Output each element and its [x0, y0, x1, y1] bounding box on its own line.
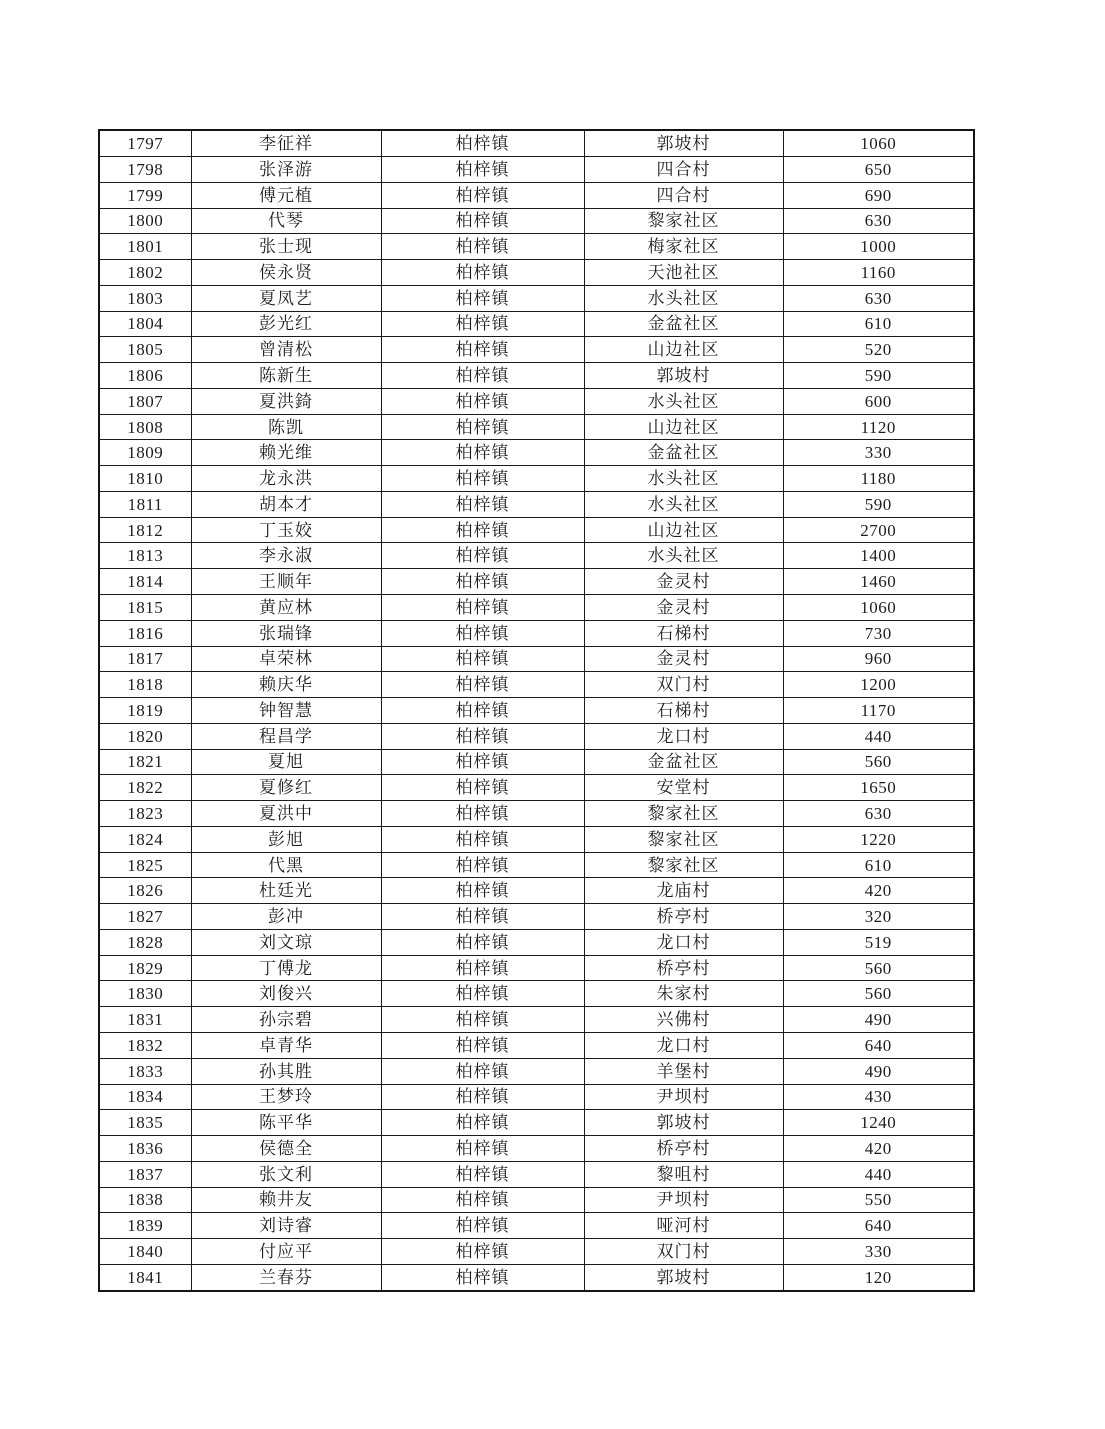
amount-cell: 550: [783, 1187, 974, 1213]
person-name-cell: 王顺年: [191, 569, 381, 595]
village-cell: 哑河村: [584, 1213, 783, 1239]
table-row: [99, 646, 974, 672]
town-cell: 柏梓镇: [381, 1110, 584, 1136]
town-cell: 柏梓镇: [381, 440, 584, 466]
row-number-cell: 1835: [99, 1110, 191, 1136]
village-cell: 金盆社区: [584, 749, 783, 775]
village-cell: 金灵村: [584, 646, 783, 672]
row-number-cell: 1829: [99, 955, 191, 981]
table-row: [99, 130, 974, 156]
table-row: [99, 852, 974, 878]
row-number-cell: 1802: [99, 260, 191, 286]
village-cell: 山边社区: [584, 517, 783, 543]
village-cell: 双门村: [584, 672, 783, 698]
table-row: [99, 1033, 974, 1059]
row-number-cell: 1830: [99, 981, 191, 1007]
table-row: [99, 878, 974, 904]
row-number-cell: 1799: [99, 182, 191, 208]
row-number-cell: 1808: [99, 414, 191, 440]
amount-cell: 490: [783, 1058, 974, 1084]
amount-cell: 1000: [783, 234, 974, 260]
row-number-cell: 1811: [99, 491, 191, 517]
village-cell: 金盆社区: [584, 311, 783, 337]
table-row: [99, 672, 974, 698]
amount-cell: 1240: [783, 1110, 974, 1136]
row-number-cell: 1820: [99, 723, 191, 749]
town-cell: 柏梓镇: [381, 1264, 584, 1291]
town-cell: 柏梓镇: [381, 646, 584, 672]
village-cell: 石梯村: [584, 620, 783, 646]
village-cell: 郭坡村: [584, 130, 783, 156]
row-number-cell: 1814: [99, 569, 191, 595]
row-number-cell: 1818: [99, 672, 191, 698]
village-cell: 双门村: [584, 1239, 783, 1265]
town-cell: 柏梓镇: [381, 337, 584, 363]
village-cell: 桥亭村: [584, 1136, 783, 1162]
amount-cell: 2700: [783, 517, 974, 543]
village-cell: 桥亭村: [584, 955, 783, 981]
village-cell: 金灵村: [584, 594, 783, 620]
village-cell: 金盆社区: [584, 440, 783, 466]
amount-cell: 490: [783, 1007, 974, 1033]
village-cell: 黎家社区: [584, 852, 783, 878]
row-number-cell: 1823: [99, 801, 191, 827]
town-cell: 柏梓镇: [381, 981, 584, 1007]
row-number-cell: 1838: [99, 1187, 191, 1213]
table-row: [99, 749, 974, 775]
table-row: [99, 1264, 974, 1291]
amount-cell: 630: [783, 285, 974, 311]
row-number-cell: 1810: [99, 466, 191, 492]
row-number-cell: 1840: [99, 1239, 191, 1265]
table-row: [99, 234, 974, 260]
village-cell: 郭坡村: [584, 363, 783, 389]
row-number-cell: 1801: [99, 234, 191, 260]
amount-cell: 1400: [783, 543, 974, 569]
town-cell: 柏梓镇: [381, 826, 584, 852]
town-cell: 柏梓镇: [381, 414, 584, 440]
row-number-cell: 1839: [99, 1213, 191, 1239]
village-cell: 兴佛村: [584, 1007, 783, 1033]
amount-cell: 1120: [783, 414, 974, 440]
village-cell: 尹坝村: [584, 1084, 783, 1110]
table-row: [99, 466, 974, 492]
person-name-cell: 彭冲: [191, 904, 381, 930]
town-cell: 柏梓镇: [381, 878, 584, 904]
row-number-cell: 1827: [99, 904, 191, 930]
town-cell: 柏梓镇: [381, 388, 584, 414]
amount-cell: 519: [783, 929, 974, 955]
village-cell: 郭坡村: [584, 1264, 783, 1291]
amount-cell: 1060: [783, 594, 974, 620]
town-cell: 柏梓镇: [381, 285, 584, 311]
row-number-cell: 1804: [99, 311, 191, 337]
amount-cell: 440: [783, 723, 974, 749]
person-name-cell: 丁傅龙: [191, 955, 381, 981]
town-cell: 柏梓镇: [381, 466, 584, 492]
village-cell: 山边社区: [584, 337, 783, 363]
table-row: [99, 285, 974, 311]
table-row: [99, 1239, 974, 1265]
village-cell: 梅家社区: [584, 234, 783, 260]
person-name-cell: 赖光维: [191, 440, 381, 466]
row-number-cell: 1824: [99, 826, 191, 852]
row-number-cell: 1822: [99, 775, 191, 801]
amount-cell: 420: [783, 1136, 974, 1162]
table-row: [99, 388, 974, 414]
amount-cell: 630: [783, 801, 974, 827]
person-name-cell: 赖井友: [191, 1187, 381, 1213]
town-cell: 柏梓镇: [381, 260, 584, 286]
row-number-cell: 1833: [99, 1058, 191, 1084]
town-cell: 柏梓镇: [381, 1187, 584, 1213]
table-row: [99, 311, 974, 337]
town-cell: 柏梓镇: [381, 775, 584, 801]
town-cell: 柏梓镇: [381, 723, 584, 749]
amount-cell: 1460: [783, 569, 974, 595]
town-cell: 柏梓镇: [381, 569, 584, 595]
row-number-cell: 1809: [99, 440, 191, 466]
amount-cell: 640: [783, 1213, 974, 1239]
town-cell: 柏梓镇: [381, 130, 584, 156]
row-number-cell: 1813: [99, 543, 191, 569]
amount-cell: 120: [783, 1264, 974, 1291]
table-row: [99, 543, 974, 569]
amount-cell: 590: [783, 491, 974, 517]
town-cell: 柏梓镇: [381, 1213, 584, 1239]
amount-cell: 730: [783, 620, 974, 646]
amount-cell: 560: [783, 981, 974, 1007]
amount-cell: 330: [783, 440, 974, 466]
person-name-cell: 杜廷光: [191, 878, 381, 904]
town-cell: 柏梓镇: [381, 363, 584, 389]
amount-cell: 600: [783, 388, 974, 414]
table-row: [99, 1084, 974, 1110]
row-number-cell: 1825: [99, 852, 191, 878]
row-number-cell: 1834: [99, 1084, 191, 1110]
amount-cell: 560: [783, 955, 974, 981]
row-number-cell: 1803: [99, 285, 191, 311]
table-row: [99, 208, 974, 234]
person-name-cell: 彭光红: [191, 311, 381, 337]
table-row: [99, 337, 974, 363]
amount-cell: 590: [783, 363, 974, 389]
row-number-cell: 1819: [99, 698, 191, 724]
row-number-cell: 1817: [99, 646, 191, 672]
amount-cell: 640: [783, 1033, 974, 1059]
person-name-cell: 李征祥: [191, 130, 381, 156]
row-number-cell: 1826: [99, 878, 191, 904]
person-name-cell: 胡本才: [191, 491, 381, 517]
row-number-cell: 1841: [99, 1264, 191, 1291]
amount-cell: 630: [783, 208, 974, 234]
person-name-cell: 侯永贤: [191, 260, 381, 286]
village-cell: 黎家社区: [584, 826, 783, 852]
table-row: [99, 517, 974, 543]
town-cell: 柏梓镇: [381, 491, 584, 517]
town-cell: 柏梓镇: [381, 1084, 584, 1110]
person-name-cell: 陈平华: [191, 1110, 381, 1136]
village-cell: 石梯村: [584, 698, 783, 724]
person-name-cell: 王梦玲: [191, 1084, 381, 1110]
person-name-cell: 陈新生: [191, 363, 381, 389]
amount-cell: 520: [783, 337, 974, 363]
table-row: [99, 182, 974, 208]
village-cell: 龙庙村: [584, 878, 783, 904]
village-cell: 金灵村: [584, 569, 783, 595]
person-name-cell: 卓荣林: [191, 646, 381, 672]
row-number-cell: 1837: [99, 1161, 191, 1187]
village-cell: 朱家村: [584, 981, 783, 1007]
village-cell: 黎家社区: [584, 208, 783, 234]
row-number-cell: 1797: [99, 130, 191, 156]
village-cell: 水头社区: [584, 491, 783, 517]
person-name-cell: 夏洪錡: [191, 388, 381, 414]
amount-cell: 1060: [783, 130, 974, 156]
table-row: [99, 955, 974, 981]
person-name-cell: 刘文琼: [191, 929, 381, 955]
town-cell: 柏梓镇: [381, 1161, 584, 1187]
table-row: [99, 620, 974, 646]
village-cell: 水头社区: [584, 543, 783, 569]
amount-cell: 1200: [783, 672, 974, 698]
village-cell: 羊堡村: [584, 1058, 783, 1084]
person-name-cell: 陈凯: [191, 414, 381, 440]
table-row: [99, 698, 974, 724]
table-row: [99, 414, 974, 440]
person-name-cell: 夏旭: [191, 749, 381, 775]
person-name-cell: 程昌学: [191, 723, 381, 749]
village-cell: 龙口村: [584, 1033, 783, 1059]
person-name-cell: 夏凤艺: [191, 285, 381, 311]
person-name-cell: 彭旭: [191, 826, 381, 852]
village-cell: 郭坡村: [584, 1110, 783, 1136]
person-name-cell: 孙其胜: [191, 1058, 381, 1084]
row-number-cell: 1806: [99, 363, 191, 389]
village-cell: 尹坝村: [584, 1187, 783, 1213]
table-row: [99, 440, 974, 466]
table-row: [99, 801, 974, 827]
row-number-cell: 1812: [99, 517, 191, 543]
person-name-cell: 夏修红: [191, 775, 381, 801]
town-cell: 柏梓镇: [381, 801, 584, 827]
table-row: [99, 1110, 974, 1136]
table-row: [99, 1058, 974, 1084]
records-table: [98, 129, 975, 1292]
person-name-cell: 丁玉姣: [191, 517, 381, 543]
table-row: [99, 1136, 974, 1162]
amount-cell: 430: [783, 1084, 974, 1110]
table-row: [99, 1213, 974, 1239]
table-row: [99, 1187, 974, 1213]
table-row: [99, 491, 974, 517]
amount-cell: 1220: [783, 826, 974, 852]
person-name-cell: 卓青华: [191, 1033, 381, 1059]
row-number-cell: 1832: [99, 1033, 191, 1059]
village-cell: 水头社区: [584, 285, 783, 311]
amount-cell: 960: [783, 646, 974, 672]
town-cell: 柏梓镇: [381, 1136, 584, 1162]
amount-cell: 650: [783, 156, 974, 182]
village-cell: 安堂村: [584, 775, 783, 801]
person-name-cell: 夏洪中: [191, 801, 381, 827]
town-cell: 柏梓镇: [381, 594, 584, 620]
person-name-cell: 傅元植: [191, 182, 381, 208]
row-number-cell: 1828: [99, 929, 191, 955]
town-cell: 柏梓镇: [381, 955, 584, 981]
table-row: [99, 981, 974, 1007]
village-cell: 桥亭村: [584, 904, 783, 930]
table-row: [99, 260, 974, 286]
row-number-cell: 1831: [99, 1007, 191, 1033]
row-number-cell: 1805: [99, 337, 191, 363]
amount-cell: 1180: [783, 466, 974, 492]
table-row: [99, 363, 974, 389]
person-name-cell: 黄应林: [191, 594, 381, 620]
row-number-cell: 1800: [99, 208, 191, 234]
person-name-cell: 代琴: [191, 208, 381, 234]
person-name-cell: 张泽游: [191, 156, 381, 182]
village-cell: 龙口村: [584, 929, 783, 955]
table-row: [99, 569, 974, 595]
town-cell: 柏梓镇: [381, 543, 584, 569]
row-number-cell: 1798: [99, 156, 191, 182]
amount-cell: 320: [783, 904, 974, 930]
person-name-cell: 代黑: [191, 852, 381, 878]
records-table-body: [99, 130, 974, 1291]
town-cell: 柏梓镇: [381, 1239, 584, 1265]
person-name-cell: 李永淑: [191, 543, 381, 569]
person-name-cell: 兰春芬: [191, 1264, 381, 1291]
town-cell: 柏梓镇: [381, 620, 584, 646]
amount-cell: 440: [783, 1161, 974, 1187]
town-cell: 柏梓镇: [381, 517, 584, 543]
village-cell: 天池社区: [584, 260, 783, 286]
town-cell: 柏梓镇: [381, 852, 584, 878]
row-number-cell: 1821: [99, 749, 191, 775]
person-name-cell: 钟智慧: [191, 698, 381, 724]
town-cell: 柏梓镇: [381, 156, 584, 182]
village-cell: 水头社区: [584, 388, 783, 414]
table-row: [99, 723, 974, 749]
person-name-cell: 张士现: [191, 234, 381, 260]
amount-cell: 560: [783, 749, 974, 775]
table-row: [99, 929, 974, 955]
amount-cell: 690: [783, 182, 974, 208]
table-row: [99, 904, 974, 930]
town-cell: 柏梓镇: [381, 929, 584, 955]
amount-cell: 1170: [783, 698, 974, 724]
village-cell: 黎家社区: [584, 801, 783, 827]
village-cell: 四合村: [584, 156, 783, 182]
town-cell: 柏梓镇: [381, 311, 584, 337]
village-cell: 龙口村: [584, 723, 783, 749]
amount-cell: 1650: [783, 775, 974, 801]
village-cell: 四合村: [584, 182, 783, 208]
table-row: [99, 1161, 974, 1187]
amount-cell: 1160: [783, 260, 974, 286]
town-cell: 柏梓镇: [381, 1033, 584, 1059]
town-cell: 柏梓镇: [381, 234, 584, 260]
town-cell: 柏梓镇: [381, 672, 584, 698]
amount-cell: 610: [783, 311, 974, 337]
person-name-cell: 孙宗碧: [191, 1007, 381, 1033]
person-name-cell: 张文利: [191, 1161, 381, 1187]
table-row: [99, 775, 974, 801]
town-cell: 柏梓镇: [381, 1007, 584, 1033]
person-name-cell: 付应平: [191, 1239, 381, 1265]
amount-cell: 610: [783, 852, 974, 878]
person-name-cell: 曾清松: [191, 337, 381, 363]
town-cell: 柏梓镇: [381, 698, 584, 724]
row-number-cell: 1815: [99, 594, 191, 620]
person-name-cell: 龙永洪: [191, 466, 381, 492]
row-number-cell: 1816: [99, 620, 191, 646]
town-cell: 柏梓镇: [381, 182, 584, 208]
village-cell: 水头社区: [584, 466, 783, 492]
village-cell: 山边社区: [584, 414, 783, 440]
person-name-cell: 刘诗睿: [191, 1213, 381, 1239]
person-name-cell: 刘俊兴: [191, 981, 381, 1007]
table-row: [99, 156, 974, 182]
table-row: [99, 1007, 974, 1033]
amount-cell: 330: [783, 1239, 974, 1265]
person-name-cell: 侯德全: [191, 1136, 381, 1162]
row-number-cell: 1807: [99, 388, 191, 414]
amount-cell: 420: [783, 878, 974, 904]
village-cell: 黎咀村: [584, 1161, 783, 1187]
town-cell: 柏梓镇: [381, 904, 584, 930]
table-row: [99, 826, 974, 852]
town-cell: 柏梓镇: [381, 749, 584, 775]
town-cell: 柏梓镇: [381, 1058, 584, 1084]
row-number-cell: 1836: [99, 1136, 191, 1162]
town-cell: 柏梓镇: [381, 208, 584, 234]
person-name-cell: 张瑞锋: [191, 620, 381, 646]
person-name-cell: 赖庆华: [191, 672, 381, 698]
table-row: [99, 594, 974, 620]
